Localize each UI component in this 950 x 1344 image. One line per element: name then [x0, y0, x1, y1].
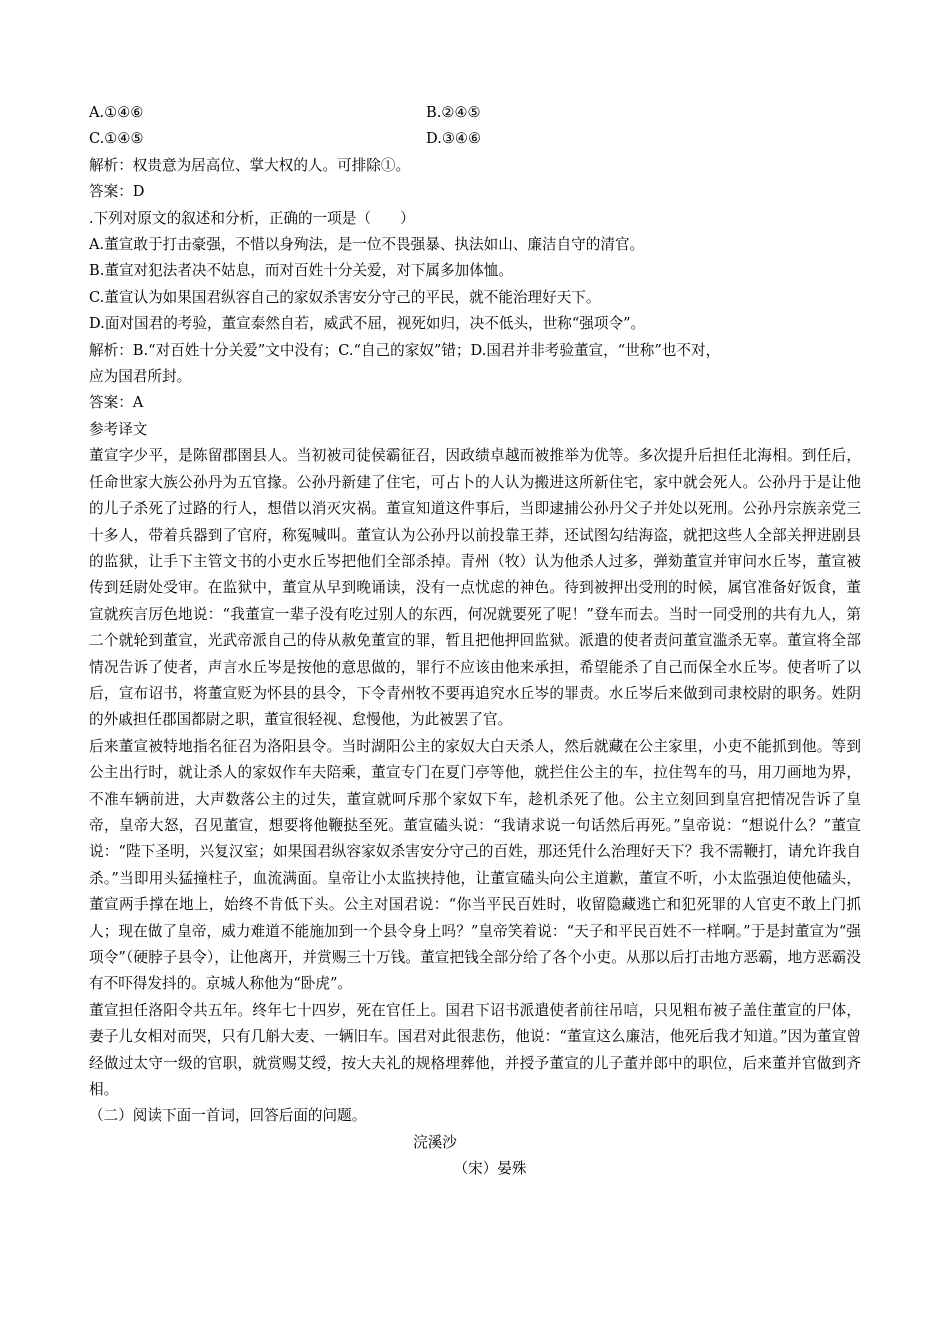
q1-analysis: 解析：权贵意为居高位、掌大权的人。可排除①。 [89, 156, 411, 174]
q2-choice-c: C.董宣认为如果国君纵容自己的家奴杀害安分守己的平民，就不能治理好天下。 [89, 288, 601, 306]
option-c: C.①④⑤ [89, 130, 144, 148]
poem-title: 浣溪沙 [413, 1133, 457, 1151]
translation-heading: 参考译文 [89, 420, 148, 438]
document-page [89, 100, 861, 1183]
q1-answer: 答案：D [89, 183, 145, 201]
poem-author: （宋）晏殊 [453, 1160, 527, 1178]
q2-choice-b: B.董宣对犯法者决不姑息，而对百姓十分关爱，对下属多加体恤。 [89, 262, 513, 280]
q2-answer: 答案：A [89, 394, 144, 412]
section-2-intro: （二）阅读下面一首词，回答后面的问题。 [89, 1107, 367, 1125]
translation-paragraph-3: 董宣担任洛阳令共五年。终年七十四岁，死在官任上。国君下诏书派遣使者前往吊唁，只见粗布被子盖住董宣的尸体，妻子儿女相对而哭，只有几斛大麦、一辆旧车。国君对此很悲伤，他说：“董宣这么廉洁，他死后我才知道。”因为董宣曾经做过太守一级的官职，就赏赐艾绶，按大夫礼的规格埋葬他，并授予董宣的儿子董并郎中的职位，后来董并官做到齐相。 [89, 1001, 861, 1099]
q2-stem: .下列对原文的叙述和分析，正确的一项是（ ） [89, 209, 415, 227]
translation-paragraph-1: 董宣字少平，是陈留郡圉县人。当初被司徒侯霸征召，因政绩卓越而被推举为优等。多次提升后担任北海相。到任后，任命世家大族公孙丹为五官掾。公孙丹新建了住宅，可占卜的人认为搬进这所新住宅，家中就会死人。公孙丹于是让他的儿子杀死了过路的行人，想借以消灭灾祸。董宣知道这件事后，当即逮捕公孙丹父子并处以死刑。公孙丹宗族亲党三十多人，带着兵器到了官府，称冤喊叫。董宣认为公孙丹以前投靠王莽，还试图勾结海盗，就把这些人全部关押进剧县的监狱，让手下主管文书的小吏水丘岑把他们全部杀掉。青州（牧）认为他杀人过多，弹劾董宣并审问水丘岑，董宣被传到廷尉处受审。在监狱中，董宣从早到晚诵读，没有一点忧虑的神色。待到被押出受刑的时候，属官准备好饭食，董宣就疾言厉色地说：“我董宣一辈子没有吃过别人的东西，何况就要死了呢！”登车而去。当时一同受刑的共有九人，第二个就轮到董宣，光武帝派自己的侍从赦免董宣的罪，暂且把他押回监狱。派遣的使者责问董宣滥杀无辜。董宣将全部情况告诉了使者，声言水丘岑是按他的意思做的，罪行不应该由他来承担，希望能杀了自己而保全水丘岑。使者听了以后，宣布诏书，将董宣贬为怀县的县令，下令青州牧不要再追究水丘岑的罪责。水丘岑后来做到司隶校尉的职务。姓阴的外戚担任郡国都尉之职，董宣很轻视、怠慢他，为此被罢了官。 [89, 447, 861, 729]
options-row-1 [89, 100, 861, 126]
option-b: B.②④⑤ [426, 104, 481, 121]
q2-choice-a: A.董宣敢于打击豪强，不惜以身殉法，是一位不畏强暴、执法如山、廉洁自守的清官。 [89, 236, 645, 254]
option-d: D.③④⑥ [426, 130, 482, 148]
q2-analysis-line-1: 解析：B.“对百姓十分关爱”文中没有；C.“自己的家奴”错；D.国君并非考验董宣，“世称”也不对， [89, 341, 721, 359]
q2-analysis-line-2: 应为国君所封。 [89, 368, 192, 386]
translation-paragraph-2: 后来董宣被特地指名征召为洛阳县令。当时湖阳公主的家奴大白天杀人，然后就藏在公主家里，小吏不能抓到他。等到公主出行时，就让杀人的家奴作车夫陪乘，董宣专门在夏门亭等他，就拦住公主的车，拉住驾车的马，用刀画地为界，不准车辆前进，大声数落公主的过失，董宣就呵斥那个家奴下车，趁机杀死了他。公主立刻回到皇宫把情况告诉了皇帝，皇帝大怒，召见董宣，想要将他鞭挞至死。董宣磕头说：“我请求说一句话然后再死。”皇帝说：“想说什么？”董宣说：“陛下圣明，兴复汉室；如果国君纵容家奴杀害安分守己的百姓，那还凭什么治理好天下？我不需鞭打，请允许我自杀。”当即用头猛撞柱子，血流满面。皇帝让小太监挟持他，让董宣磕头向公主道歉，董宣不听，小太监强迫使他磕头，董宣两手撑在地上，始终不肯低下头。公主对国君说：“你当平民百姓时，收留隐藏逃亡和犯死罪的人官吏不敢上门抓人；现在做了皇帝，威力难道不能施加到一个县令身上吗？”皇帝笑着说：“天子和平民百姓不一样啊。”于是封董宣为“强项令”（硬脖子县令），让他离开，并赏赐三十万钱。董宣把钱全部分给了各个小吏。从那以后打击地方恶霸，地方恶霸没有不吓得发抖的。京城人称他为“卧虎”。 [89, 737, 861, 993]
q2-choice-d: D.面对国君的考验，董宣泰然自若，威武不屈，视死如归，决不低头，世称“强项令”。 [89, 315, 646, 333]
option-a: A.①④⑥ [89, 104, 144, 121]
options-row-2 [89, 126, 861, 152]
